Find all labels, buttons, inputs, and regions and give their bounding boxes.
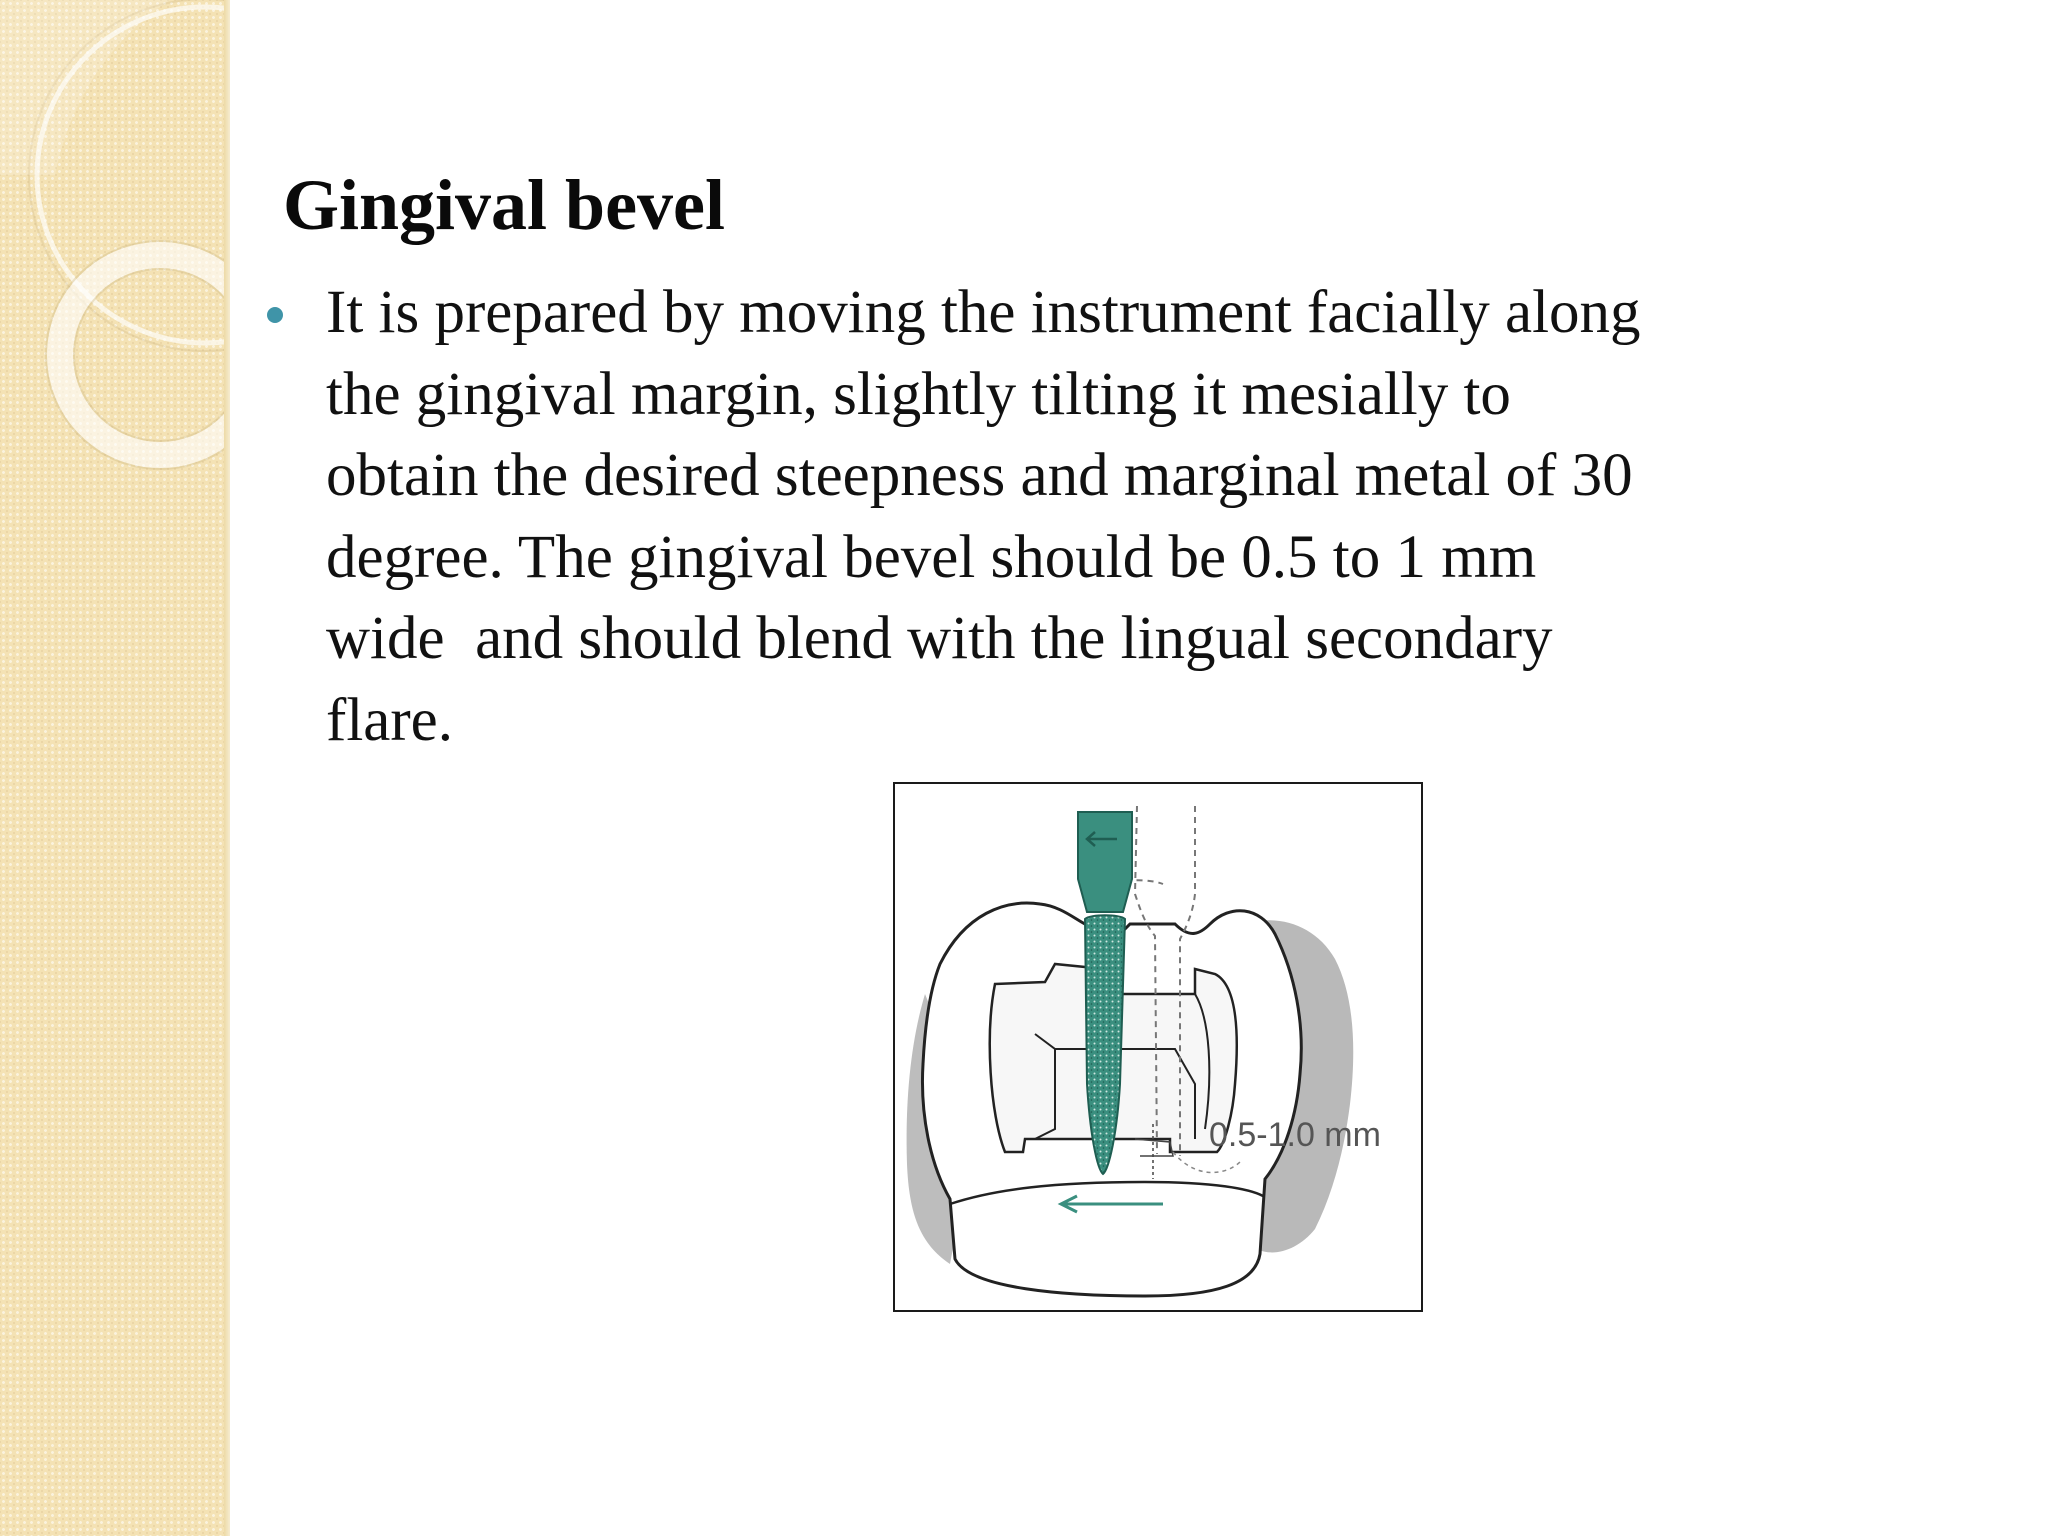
bullet-text-line: flare.	[326, 686, 453, 754]
tooth-diagram	[895, 784, 1421, 1310]
bullet-dot-icon	[267, 307, 283, 323]
bullet-text-line: wide and should blend with the lingual secondary	[326, 605, 1553, 672]
decorative-sidebar	[0, 0, 228, 1536]
bullet-text-line: degree. The gingival bevel should be 0.5 to 1 mm	[326, 523, 1537, 591]
bullet-text-line: It is prepared by moving the instrument facially along	[326, 279, 1641, 346]
slide-title: Gingival bevel	[283, 165, 726, 245]
measurement-label: 0.5-1.0 mm	[1209, 1116, 1381, 1154]
bullet-item	[262, 272, 1822, 761]
sidebar-edge	[224, 0, 230, 1536]
bullet-text-line: the gingival margin, slightly tilting it mesially to	[326, 360, 1511, 428]
decorative-rings	[0, 0, 228, 1536]
tooth-bevel-illustration	[893, 782, 1423, 1312]
bullet-text-line: obtain the desired steepness and marginal metal of 30	[326, 442, 1633, 509]
instrument-shank	[1078, 812, 1132, 912]
bullet-list	[262, 272, 1822, 761]
